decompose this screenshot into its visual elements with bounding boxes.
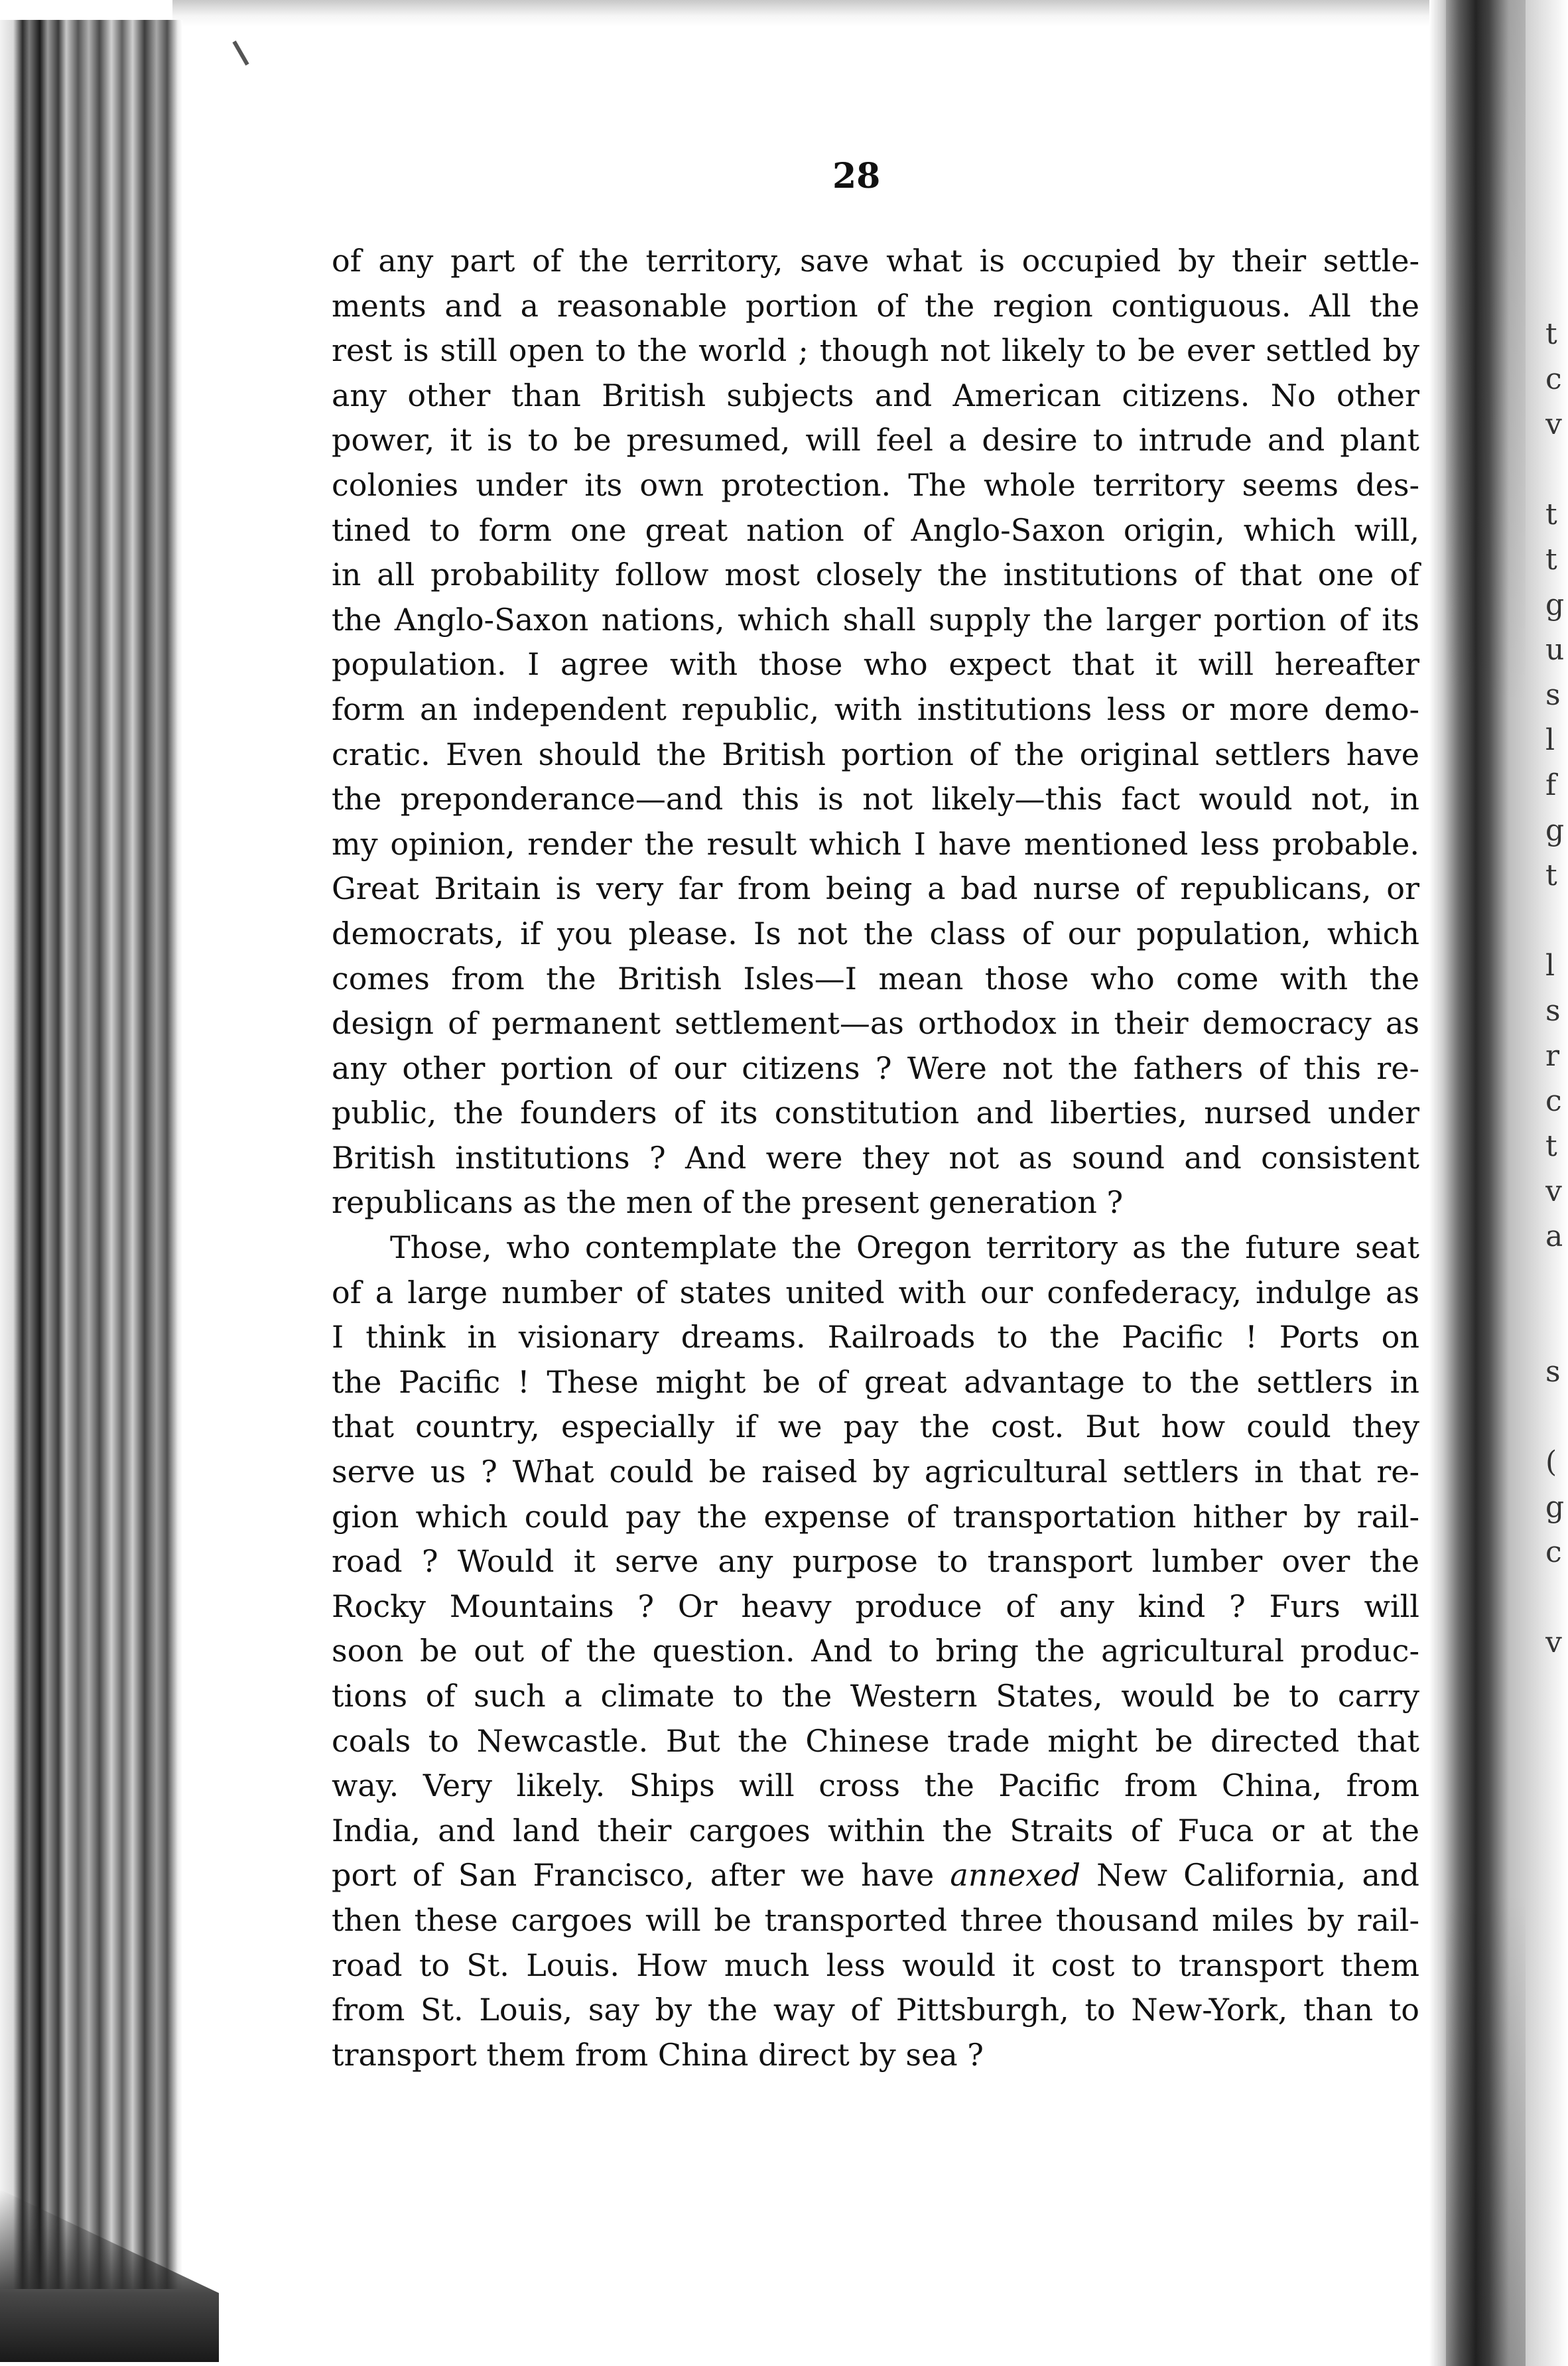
text-line: design of permanent settlement—as orthodox in their democracy as bbox=[332, 1005, 1419, 1042]
facing-page-letter: v bbox=[1545, 407, 1562, 441]
facing-page-letter: t bbox=[1545, 859, 1557, 892]
text-line: port of San Francisco, after we have annexed New California, and bbox=[332, 1857, 1419, 1894]
text-line: democrats, if you please. Is not the class of our population, which bbox=[332, 915, 1419, 951]
facing-page-letter bbox=[1545, 1981, 1568, 2026]
text-line: Rocky Mountains ? Or heavy produce of any kind ? Furs will bbox=[332, 1588, 1419, 1624]
text-line: road ? Would it serve any purpose to transport lumber over the bbox=[332, 1543, 1419, 1580]
text-line: the Anglo-Saxon nations, which shall supply the larger portion of its bbox=[332, 601, 1419, 638]
text-line: that country, especially if we pay the cost. But how could they bbox=[332, 1409, 1419, 1445]
text-line: ments and a reasonable portion of the region contiguous. All the bbox=[332, 287, 1419, 324]
facing-page-letter: l bbox=[1545, 949, 1555, 983]
facing-page-letter bbox=[1545, 1304, 1568, 1350]
text-line: comes from the British Isles—I mean those who come with the bbox=[332, 960, 1419, 997]
facing-page-letter bbox=[1545, 1259, 1568, 1304]
facing-page-letter bbox=[1545, 1395, 1568, 1440]
facing-page-letter: t bbox=[1545, 1129, 1557, 1163]
text-line: in all probability follow most closely the institutions of that one of bbox=[332, 557, 1419, 593]
facing-page-letter bbox=[1545, 1891, 1568, 1936]
italic-word: annexed bbox=[950, 1857, 1080, 1894]
text-line: power, it is to be presumed, will feel a desire to intrude and plant bbox=[332, 422, 1419, 458]
facing-page-letter: g bbox=[1545, 813, 1565, 847]
text-line: coals to Newcastle. But the Chinese trade might be directed that bbox=[332, 1722, 1419, 1759]
facing-page-letter bbox=[1545, 1575, 1568, 1620]
facing-page-letter: g bbox=[1545, 588, 1565, 622]
facing-page-letter: l bbox=[1545, 723, 1555, 757]
text-line: the preponderance—and this is not likely—this fact would not, in bbox=[332, 781, 1419, 817]
facing-page-letter: ( bbox=[1545, 1445, 1557, 1479]
facing-page-letter: v bbox=[1545, 1626, 1562, 1659]
facing-page-letter bbox=[1545, 1665, 1568, 1710]
text-line: from St. Louis, say by the way of Pittsburgh, to New-York, than to bbox=[332, 1992, 1419, 2028]
facing-page-letter: c bbox=[1545, 1535, 1562, 1569]
text-line: any other than British subjects and American citizens. No other bbox=[332, 377, 1419, 413]
page-top-shadow bbox=[172, 0, 1433, 27]
facing-page-letter bbox=[1545, 1801, 1568, 1846]
text-line: Great Britain is very far from being a bad nurse of republicans, or bbox=[332, 870, 1419, 907]
facing-page-letter: g bbox=[1545, 1490, 1565, 1524]
facing-page-letter bbox=[1545, 2117, 1568, 2162]
facing-page-letter: a bbox=[1545, 1219, 1563, 1253]
facing-page-letters bbox=[1545, 312, 1568, 2162]
text-line: India, and land their cargoes within the Straits of Fuca or at the bbox=[332, 1812, 1419, 1848]
text-line: form an independent republic, with institutions less or more demo- bbox=[332, 691, 1419, 727]
text-line: colonies under its own protection. The whole territory seems des- bbox=[332, 466, 1419, 503]
facing-page-letter: s bbox=[1545, 1355, 1561, 1389]
margin-tick-mark bbox=[232, 40, 249, 66]
text-line: Those, who contemplate the Oregon territory as the future seat bbox=[390, 1229, 1419, 1266]
facing-page-letter: f bbox=[1545, 768, 1557, 802]
text-line: transport them from China direct by sea ? bbox=[332, 2036, 984, 2073]
text-line: of any part of the territory, save what is occupied by their settle- bbox=[332, 243, 1419, 279]
text-line: population. I agree with those who expect that it will hereafter bbox=[332, 646, 1419, 683]
facing-page-letter bbox=[1545, 1846, 1568, 1891]
text-line: rest is still open to the world ; though not likely to be ever settled by bbox=[332, 332, 1419, 369]
facing-page-letter: s bbox=[1545, 678, 1561, 712]
facing-page-letter: t bbox=[1545, 543, 1557, 577]
facing-page-letter: u bbox=[1545, 633, 1565, 667]
text-line: my opinion, render the result which I have mentioned less probable. bbox=[332, 825, 1419, 862]
text-line: tined to form one great nation of Anglo-Saxon origin, which will, bbox=[332, 512, 1419, 548]
book-page-edges bbox=[0, 20, 182, 2289]
text-line: tions of such a climate to the Western States, would be to carry bbox=[332, 1678, 1419, 1714]
text-line: gion which could pay the expense of transportation hither by rail- bbox=[332, 1498, 1419, 1535]
page-number: 28 bbox=[832, 156, 881, 196]
facing-page-letter: c bbox=[1545, 1084, 1562, 1118]
text-line: serve us ? What could be raised by agricultural settlers in that re- bbox=[332, 1454, 1419, 1490]
text-line: republicans as the men of the present generation ? bbox=[332, 1184, 1124, 1221]
facing-page-letter: s bbox=[1545, 994, 1561, 1028]
gutter-shadow bbox=[1446, 0, 1526, 2366]
facing-page-letter: c bbox=[1545, 362, 1562, 396]
facing-page-letter: t bbox=[1545, 317, 1557, 351]
text-line: British institutions ? And were they not as sound and consistent bbox=[332, 1139, 1419, 1176]
text-line: any other portion of our citizens ? Were not the fathers of this re- bbox=[332, 1050, 1419, 1086]
facing-page-letter bbox=[1545, 1756, 1568, 1801]
facing-page-letter: r bbox=[1545, 1039, 1560, 1073]
facing-page-letter bbox=[1545, 2026, 1568, 2071]
text-line: way. Very likely. Ships will cross the Pacific from China, from bbox=[332, 1768, 1419, 1804]
text-line: then these cargoes will be transported three thousand miles by rail- bbox=[332, 1902, 1419, 1938]
text-line: cratic. Even should the British portion of the original settlers have bbox=[332, 736, 1419, 772]
text-line: I think in visionary dreams. Railroads to the Pacific ! Ports on bbox=[332, 1319, 1419, 1356]
text-line: the Pacific ! These might be of great advantage to the settlers in bbox=[332, 1363, 1419, 1400]
text-line: public, the founders of its constitution and liberties, nursed under bbox=[332, 1095, 1419, 1131]
text-line: road to St. Louis. How much less would it cost to transport them bbox=[332, 1947, 1419, 1983]
text-line: soon be out of the question. And to bring the agricultural produc- bbox=[332, 1633, 1419, 1669]
facing-page-letter bbox=[1545, 1936, 1568, 1981]
facing-page-letter bbox=[1545, 898, 1568, 943]
body-text bbox=[332, 239, 1419, 2077]
text-line: of a large number of states united with our confederacy, indulge as bbox=[332, 1274, 1419, 1310]
facing-page-letter: t bbox=[1545, 498, 1557, 531]
facing-page-letter bbox=[1545, 2071, 1568, 2117]
facing-page-letter: v bbox=[1545, 1174, 1562, 1208]
facing-page-letter bbox=[1545, 447, 1568, 492]
facing-page-letter bbox=[1545, 1710, 1568, 1756]
